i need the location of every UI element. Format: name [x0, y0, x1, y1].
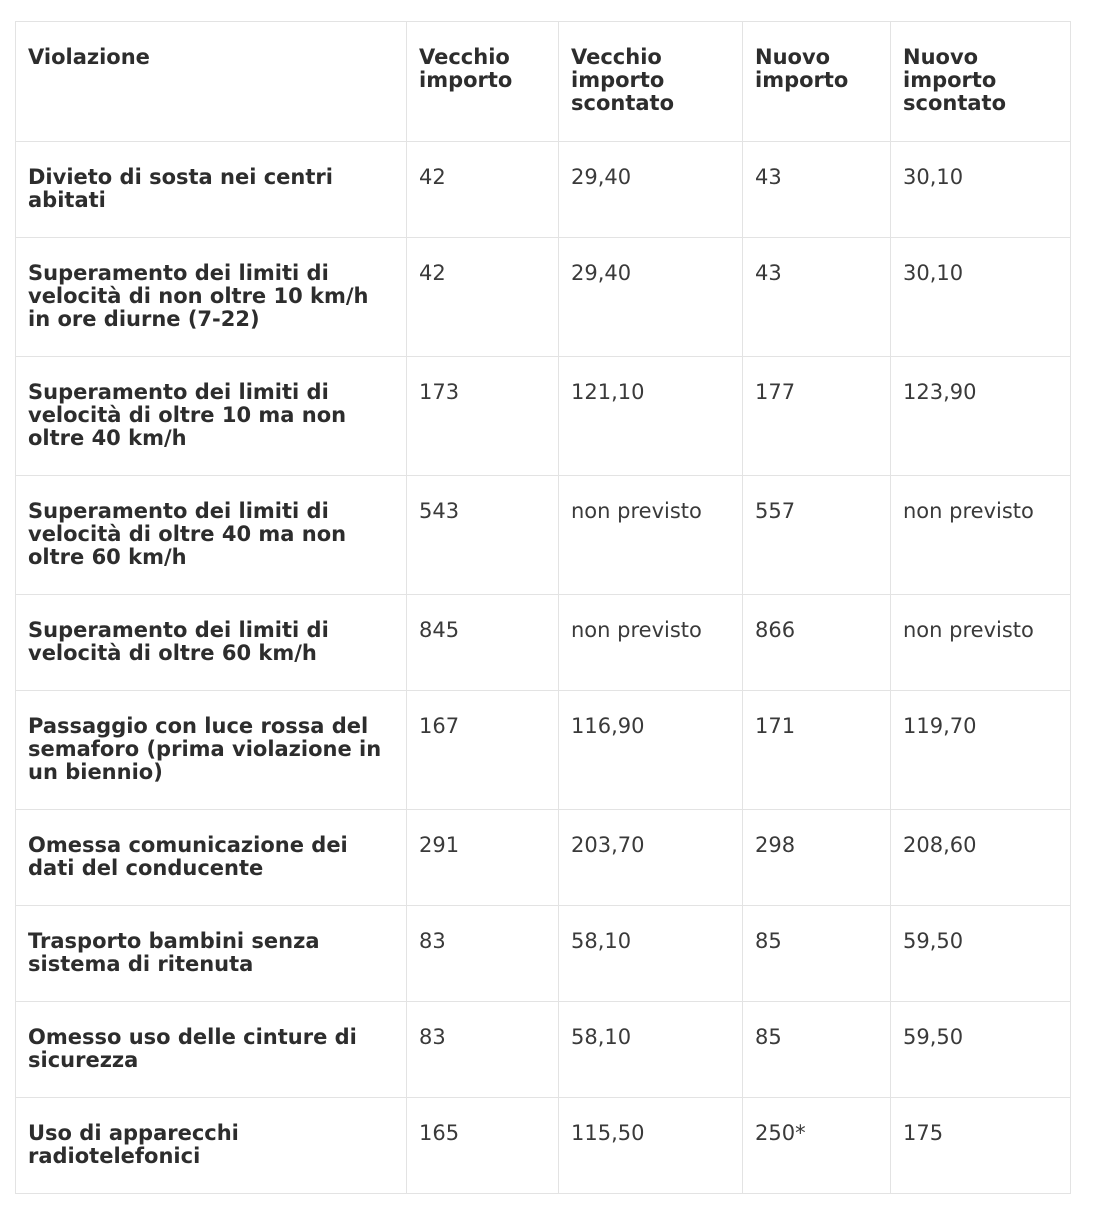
- header-vecchio-importo: Vecchio importo: [407, 22, 559, 142]
- old-amount-cell: 83: [407, 1002, 559, 1098]
- old-discounted-cell: non previsto: [559, 476, 743, 595]
- old-amount-cell: 42: [407, 142, 559, 238]
- new-amount-cell: 85: [743, 1002, 891, 1098]
- table-row: [16, 1002, 1071, 1098]
- old-amount-cell: 543: [407, 476, 559, 595]
- new-amount-cell: 866: [743, 595, 891, 691]
- fines-table-container: [15, 21, 1070, 1194]
- table-row: [16, 810, 1071, 906]
- header-violazione: Violazione: [16, 22, 407, 142]
- table-row: [16, 238, 1071, 357]
- table-row: [16, 357, 1071, 476]
- old-discounted-cell: non previsto: [559, 595, 743, 691]
- new-discounted-cell: non previsto: [891, 595, 1071, 691]
- violation-cell: Omessa comunicazione dei dati del conducente: [16, 810, 407, 906]
- old-discounted-cell: 115,50: [559, 1098, 743, 1194]
- header-nuovo-importo-scontato: Nuovo importo scontato: [891, 22, 1071, 142]
- violation-cell: Trasporto bambini senza sistema di ritenuta: [16, 906, 407, 1002]
- new-amount-cell: 298: [743, 810, 891, 906]
- new-amount-cell: 557: [743, 476, 891, 595]
- new-amount-cell: 177: [743, 357, 891, 476]
- table-row: [16, 691, 1071, 810]
- old-discounted-cell: 116,90: [559, 691, 743, 810]
- old-discounted-cell: 58,10: [559, 1002, 743, 1098]
- table-row: [16, 476, 1071, 595]
- new-amount-cell: 85: [743, 906, 891, 1002]
- violation-cell: Superamento dei limiti di velocità di oltre 60 km/h: [16, 595, 407, 691]
- new-amount-cell: 250*: [743, 1098, 891, 1194]
- violation-cell: Superamento dei limiti di velocità di oltre 10 ma non oltre 40 km/h: [16, 357, 407, 476]
- new-discounted-cell: 59,50: [891, 1002, 1071, 1098]
- table-row: [16, 595, 1071, 691]
- new-discounted-cell: 208,60: [891, 810, 1071, 906]
- violation-cell: Superamento dei limiti di velocità di non oltre 10 km/h in ore diurne (7-22): [16, 238, 407, 357]
- violation-cell: Superamento dei limiti di velocità di oltre 40 ma non oltre 60 km/h: [16, 476, 407, 595]
- violation-cell: Uso di apparecchi radiotelefonici: [16, 1098, 407, 1194]
- old-discounted-cell: 121,10: [559, 357, 743, 476]
- old-discounted-cell: 58,10: [559, 906, 743, 1002]
- old-discounted-cell: 203,70: [559, 810, 743, 906]
- old-amount-cell: 845: [407, 595, 559, 691]
- old-amount-cell: 291: [407, 810, 559, 906]
- old-discounted-cell: 29,40: [559, 142, 743, 238]
- header-vecchio-importo-scontato: Vecchio importo scontato: [559, 22, 743, 142]
- table-row: [16, 1098, 1071, 1194]
- new-discounted-cell: 119,70: [891, 691, 1071, 810]
- violation-cell: Passaggio con luce rossa del semaforo (prima violazione in un biennio): [16, 691, 407, 810]
- old-amount-cell: 173: [407, 357, 559, 476]
- table-row: [16, 142, 1071, 238]
- old-amount-cell: 83: [407, 906, 559, 1002]
- new-discounted-cell: 30,10: [891, 142, 1071, 238]
- new-amount-cell: 43: [743, 238, 891, 357]
- old-amount-cell: 42: [407, 238, 559, 357]
- new-discounted-cell: 59,50: [891, 906, 1071, 1002]
- fines-table: [15, 21, 1071, 1194]
- new-discounted-cell: 123,90: [891, 357, 1071, 476]
- new-amount-cell: 43: [743, 142, 891, 238]
- new-discounted-cell: 175: [891, 1098, 1071, 1194]
- old-amount-cell: 165: [407, 1098, 559, 1194]
- old-amount-cell: 167: [407, 691, 559, 810]
- table-header-row: [16, 22, 1071, 142]
- new-discounted-cell: 30,10: [891, 238, 1071, 357]
- new-discounted-cell: non previsto: [891, 476, 1071, 595]
- violation-cell: Divieto di sosta nei centri abitati: [16, 142, 407, 238]
- old-discounted-cell: 29,40: [559, 238, 743, 357]
- new-amount-cell: 171: [743, 691, 891, 810]
- table-row: [16, 906, 1071, 1002]
- header-nuovo-importo: Nuovo importo: [743, 22, 891, 142]
- violation-cell: Omesso uso delle cinture di sicurezza: [16, 1002, 407, 1098]
